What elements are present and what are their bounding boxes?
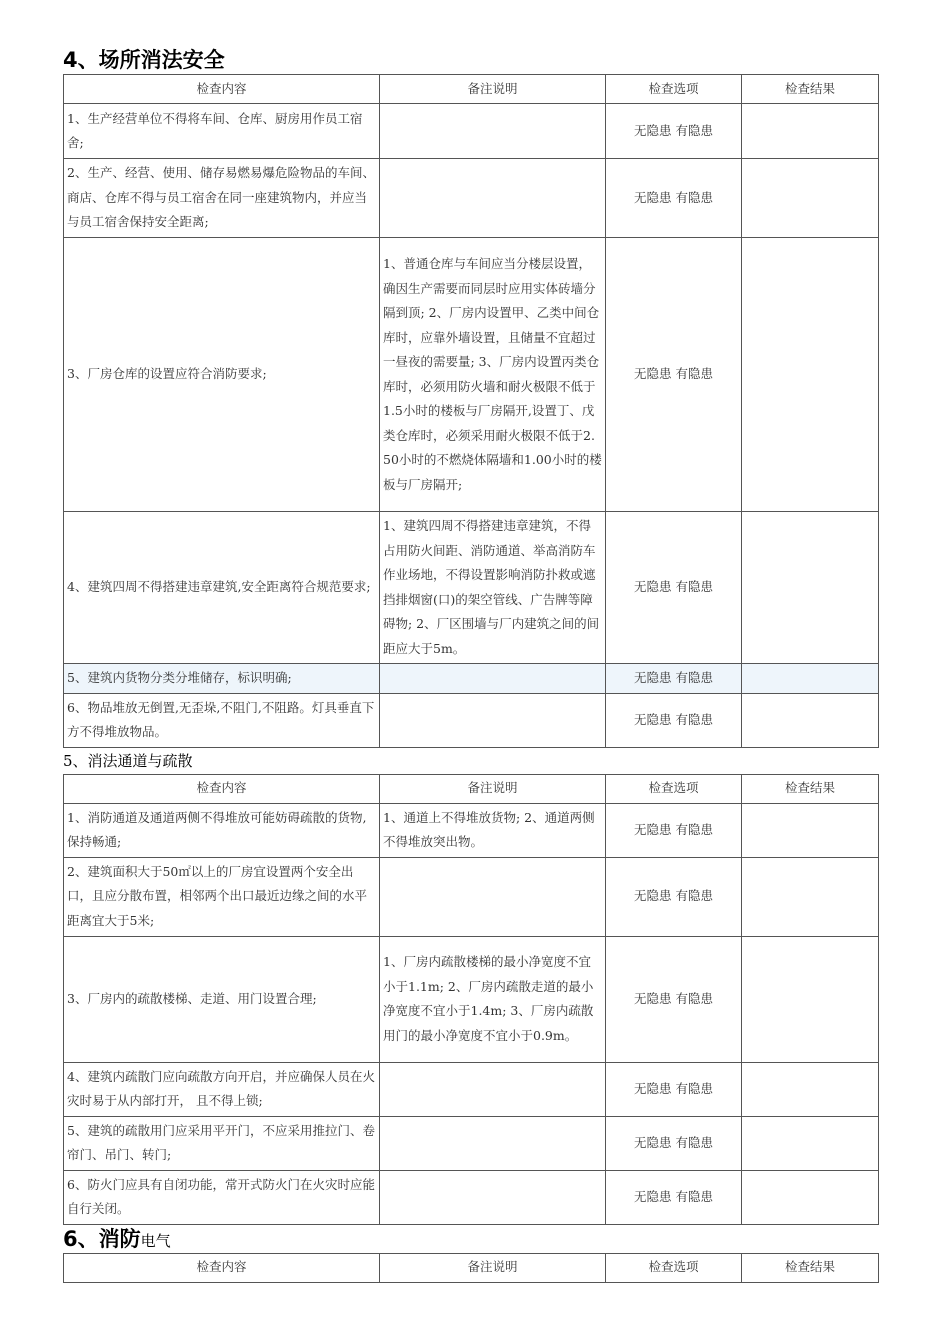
row-option[interactable]: 无隐患 有隐患	[606, 693, 742, 747]
section-title	[63, 1225, 878, 1253]
row-note: 1、普通仓库与车间应当分楼层设置，确因生产需要而同层时应用实体砖墙分隔到顶; 2、厂房内设置甲、乙类中间仓库时，应靠外墙设置，且储量不宜超过一昼夜的需要量; 3、厂房内设置丙类仓库时，必须用防火墙和耐火极限不低于1.5小时的楼板与厂房隔开,设置丁、戊类仓库时，必须采用耐火极限不低于2.50小时的不燃烧体隔墙和1.00小时的楼板与厂房隔开;	[380, 238, 606, 512]
row-content: 4、建筑四周不得搭建违章建筑,安全距离符合规范要求;	[64, 512, 380, 664]
row-result[interactable]	[742, 1116, 879, 1170]
row-content: 3、厂房仓库的设置应符合消防要求;	[64, 238, 380, 512]
row-note: 1、厂房内疏散楼梯的最小净宽度不宜小于1.1m; 2、厂房内疏散走道的最小净宽度不宜小于1.4m; 3、厂房内疏散用门的最小净宽度不宜小于0.9m。	[380, 936, 606, 1062]
header-content: 检查内容	[64, 1253, 380, 1282]
row-option[interactable]: 无隐患 有隐患	[606, 936, 742, 1062]
row-note	[380, 857, 606, 936]
row-note	[380, 104, 606, 159]
row-result[interactable]	[742, 1170, 879, 1224]
section-title-main: 6、消防	[63, 1226, 141, 1251]
row-option[interactable]: 无隐患 有隐患	[606, 664, 742, 694]
header-result: 检查结果	[742, 1253, 879, 1282]
row-option[interactable]: 无隐患 有隐患	[606, 512, 742, 664]
checklist-page	[63, 46, 878, 1283]
table-row	[64, 936, 879, 1062]
table-row	[64, 857, 879, 936]
row-content: 4、建筑内疏散门应向疏散方向开启，并应确保人员在火灾时易于从内部打开， 且不得上锁;	[64, 1062, 380, 1116]
table-row	[64, 1170, 879, 1224]
table-row	[64, 1062, 879, 1116]
row-option[interactable]: 无隐患 有隐患	[606, 238, 742, 512]
table-row-highlighted	[64, 664, 879, 694]
header-note: 备注说明	[380, 1253, 606, 1282]
row-result[interactable]	[742, 664, 879, 694]
row-content: 5、建筑的疏散用门应采用平开门，不应采用推拉门、卷帘门、吊门、转门;	[64, 1116, 380, 1170]
row-content: 2、生产、经营、使用、储存易燃易爆危险物品的车间、商店、仓库不得与员工宿舍在同一座建筑物内，并应当与员工宿舍保持安全距离;	[64, 159, 380, 238]
row-result[interactable]	[742, 104, 879, 159]
row-content: 2、建筑面积大于50㎡以上的厂房宜设置两个安全出口，且应分散布置，相邻两个出口最近边缘之间的水平距离宜大于5米;	[64, 857, 380, 936]
header-content: 检查内容	[64, 75, 380, 104]
row-note: 1、建筑四周不得搭建违章建筑，不得占用防火间距、消防通道、举高消防车作业场地，不得设置影响消防扑救或遮挡排烟窗(口)的架空管线、广告牌等障碍物; 2、厂区围墙与厂内建筑之间的间距应大于5m。	[380, 512, 606, 664]
row-note	[380, 1116, 606, 1170]
row-option[interactable]: 无隐患 有隐患	[606, 1170, 742, 1224]
row-option[interactable]: 无隐患 有隐患	[606, 803, 742, 857]
row-note	[380, 664, 606, 694]
table-row	[64, 238, 879, 512]
table-header-row	[64, 75, 879, 104]
row-result[interactable]	[742, 936, 879, 1062]
header-option: 检查选项	[606, 75, 742, 104]
table-header-row	[64, 1253, 879, 1282]
section-title-suffix: 电气	[140, 1231, 171, 1250]
row-content: 5、建筑内货物分类分堆储存，标识明确;	[64, 664, 380, 694]
table-row	[64, 803, 879, 857]
row-option[interactable]: 无隐患 有隐患	[606, 857, 742, 936]
table-row	[64, 104, 879, 159]
inspection-table	[63, 1253, 879, 1283]
header-option: 检查选项	[606, 1253, 742, 1282]
row-option[interactable]: 无隐患 有隐患	[606, 104, 742, 159]
header-result: 检查结果	[742, 75, 879, 104]
row-result[interactable]	[742, 238, 879, 512]
row-result[interactable]	[742, 803, 879, 857]
section-title-main: 4、场所消法安全	[63, 48, 225, 72]
section-title: 5、消法通道与疏散	[63, 751, 193, 770]
row-result[interactable]	[742, 693, 879, 747]
row-content: 6、物品堆放无倒置,无歪垛,不阻门,不阻路。灯具垂直下方不得堆放物品。	[64, 693, 380, 747]
row-note	[380, 1170, 606, 1224]
row-option[interactable]: 无隐患 有隐患	[606, 1062, 742, 1116]
section-title	[63, 46, 878, 74]
table-row	[64, 159, 879, 238]
row-content: 6、防火门应具有自闭功能，常开式防火门在火灾时应能自行关闭。	[64, 1170, 380, 1224]
row-result[interactable]	[742, 1062, 879, 1116]
inspection-table	[63, 74, 879, 748]
row-content: 1、消防通道及通道两侧不得堆放可能妨碍疏散的货物,保持畅通;	[64, 803, 380, 857]
table-header-row	[64, 774, 879, 803]
table-row	[64, 1116, 879, 1170]
row-note	[380, 693, 606, 747]
row-option[interactable]: 无隐患 有隐患	[606, 159, 742, 238]
row-note: 1、通道上不得堆放货物; 2、通道两侧不得堆放突出物。	[380, 803, 606, 857]
header-note: 备注说明	[380, 774, 606, 803]
row-note	[380, 1062, 606, 1116]
row-result[interactable]	[742, 159, 879, 238]
row-result[interactable]	[742, 857, 879, 936]
row-content: 1、生产经营单位不得将车间、仓库、厨房用作员工宿舍;	[64, 104, 380, 159]
inspection-table	[63, 774, 879, 1225]
header-note: 备注说明	[380, 75, 606, 104]
table-row	[64, 512, 879, 664]
table-row	[64, 693, 879, 747]
row-result[interactable]	[742, 512, 879, 664]
row-content: 3、厂房内的疏散楼梯、走道、用门设置合理;	[64, 936, 380, 1062]
row-note	[380, 159, 606, 238]
header-option: 检查选项	[606, 774, 742, 803]
header-result: 检查结果	[742, 774, 879, 803]
row-option[interactable]: 无隐患 有隐患	[606, 1116, 742, 1170]
header-content: 检查内容	[64, 774, 380, 803]
